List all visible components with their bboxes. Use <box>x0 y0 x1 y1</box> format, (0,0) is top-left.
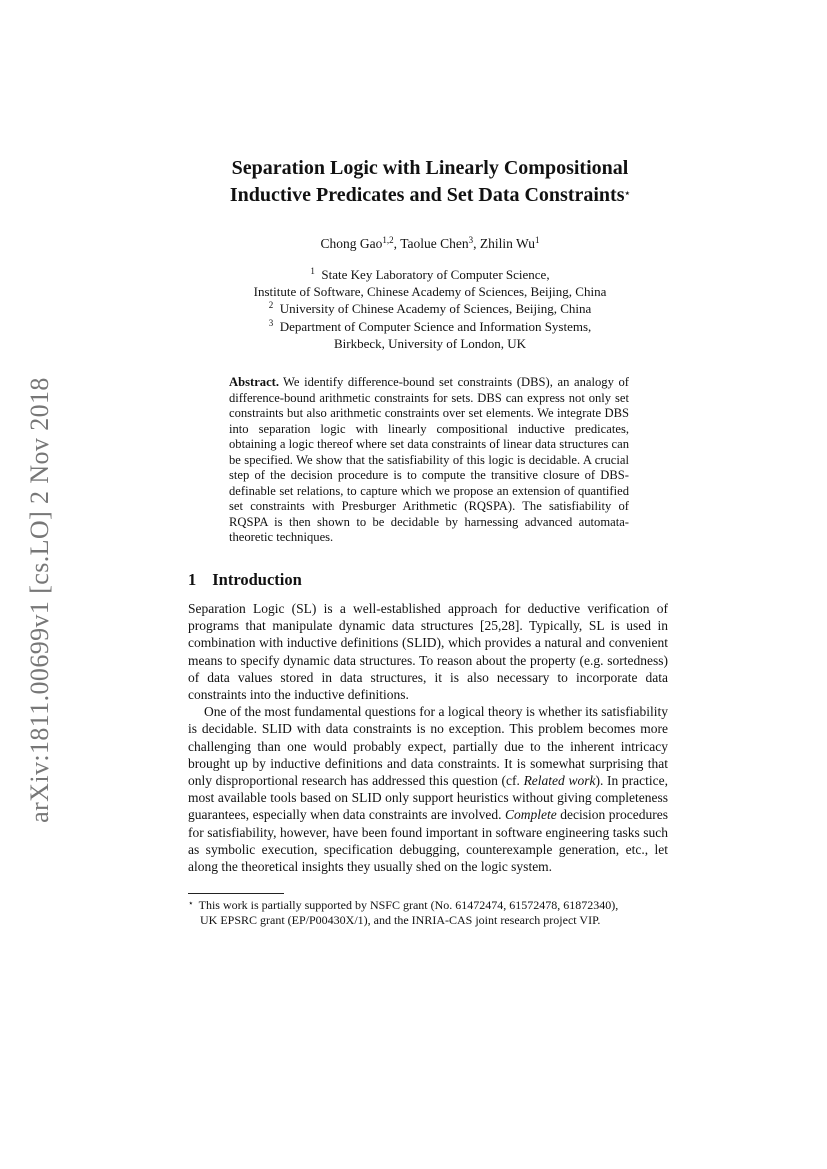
arxiv-identifier <box>18 365 62 835</box>
author: Taolue Chen <box>400 236 469 251</box>
title-footnote-mark: ⋆ <box>624 188 631 198</box>
author-affiliation-mark: 3 <box>468 235 474 245</box>
abstract-label: Abstract. <box>229 375 280 389</box>
emphasis-related-work: Related work <box>523 773 596 789</box>
arxiv-identifier-text: arXiv:1811.00699v1 [cs.LO] 2 Nov 2018 <box>25 377 55 823</box>
paper-title <box>120 155 740 209</box>
affiliation-2-line-1 <box>140 300 720 317</box>
abstract <box>229 375 629 546</box>
author-separator: , <box>473 236 480 251</box>
affiliation-number: 2 <box>268 300 274 311</box>
affiliation-3-line-2: Birkbeck, University of London, UK <box>333 335 527 351</box>
author-affiliation-mark: 1 <box>534 235 540 245</box>
footnote <box>188 896 672 928</box>
affiliation-number: 3 <box>268 317 274 328</box>
paragraph-2 <box>188 703 668 875</box>
footnote-text-1: This work is partially supported by NSFC grant (No. 61472474, 61572478, 61872340), <box>198 898 619 912</box>
affiliation-1-line-2: Institute of Software, Chinese Academy of Sciences, Beijing, China <box>253 284 607 300</box>
author-list <box>120 236 740 252</box>
author: Chong Gao <box>320 236 383 251</box>
footnote-rule <box>188 893 284 894</box>
section-heading <box>188 570 302 590</box>
affiliation-text: University of Chinese Academy of Sciences, Beijing, China <box>279 301 592 317</box>
affiliation-text: Department of Computer Science and Information Systems, <box>279 318 592 334</box>
emphasis-complete: Complete <box>505 807 557 823</box>
footnote-mark: ⋆ <box>188 898 194 908</box>
title-line-2 <box>120 182 740 209</box>
author: Zhilin Wu <box>479 236 535 251</box>
affiliation-1-line-1 <box>140 266 720 283</box>
author-affiliation-mark: 1,2 <box>382 235 394 245</box>
paragraph-2-part-c: decision procedures for satisfiability, however, have been found important in software engineering tasks such as symbolic execution, specification debugging, counterexample generation, etc., let along the theoretical insights they usually shed on the logic system. <box>188 807 668 875</box>
abstract-text: We identify difference-bound set constraints (DBS), an analogy of difference-bound arithmetic constraints for sets. DBS can express not only set constraints but also arithmetic constraints over set elements. We integrate DBS into separation logic with linearly compositional inductive predicates, obtaining a logic thereof where set data constraints of linear data structures can be specified. We show that the satisfiability of this logic is decidable. A crucial step of the decision procedure is to compute the transitive closure of DBS-definable set relations, to capture which we propose an extension of quantified set constraints with Presburger Arithmetic (RQSPA). The satisfiability of RQSPA is then shown to be decidable by harnessing advanced automata-theoretic techniques. <box>229 375 629 544</box>
title-line-1: Separation Logic with Linearly Compositional <box>231 157 629 179</box>
title-line-2-text: Inductive Predicates and Set Data Constraints <box>229 184 625 206</box>
paragraph-2-part-b: ). In practice, most available tools based on SLID only support heuristics without giving completeness guarantees, especially when data constraints are involved. <box>188 773 668 823</box>
paragraph-2-part-a: One of the most fundamental questions for a logical theory is whether its satisfiability is decidable. SLID with data constraints is no exception. This problem becomes more challenging than one would probably expect, partially due to the inherent intricacy brought up by inductive definitions and data constraints. It is somewhat surprising that only disproportional research has addressed this question (cf. <box>188 704 668 789</box>
affiliation-3-line-1 <box>140 318 720 335</box>
affiliation-text: State Key Laboratory of Computer Science, <box>321 267 550 282</box>
section-number: 1 <box>188 570 197 589</box>
section-title: Introduction <box>212 570 302 589</box>
footnote-line-1 <box>188 896 672 913</box>
affiliation-number: 1 <box>310 266 315 276</box>
paragraph-1: Separation Logic (SL) is a well-established approach for deductive verification of programs that manipulate dynamic data structures [25,28]. Typically, SL is used in combination with inductive definitions (SLID), which provides a natural and convenient means to specify dynamic data structures. To reason about the property (e.g. sortedness) of data values stored in data structures, it is also necessary to incorporate data constraints into the inductive definitions. <box>188 601 668 703</box>
affiliations <box>140 266 720 352</box>
footnote-line-2: UK EPSRC grant (EP/P00430X/1), and the INRIA-CAS joint research project VIP. <box>200 913 601 927</box>
author-separator: , <box>393 236 401 251</box>
section-body <box>188 600 668 875</box>
